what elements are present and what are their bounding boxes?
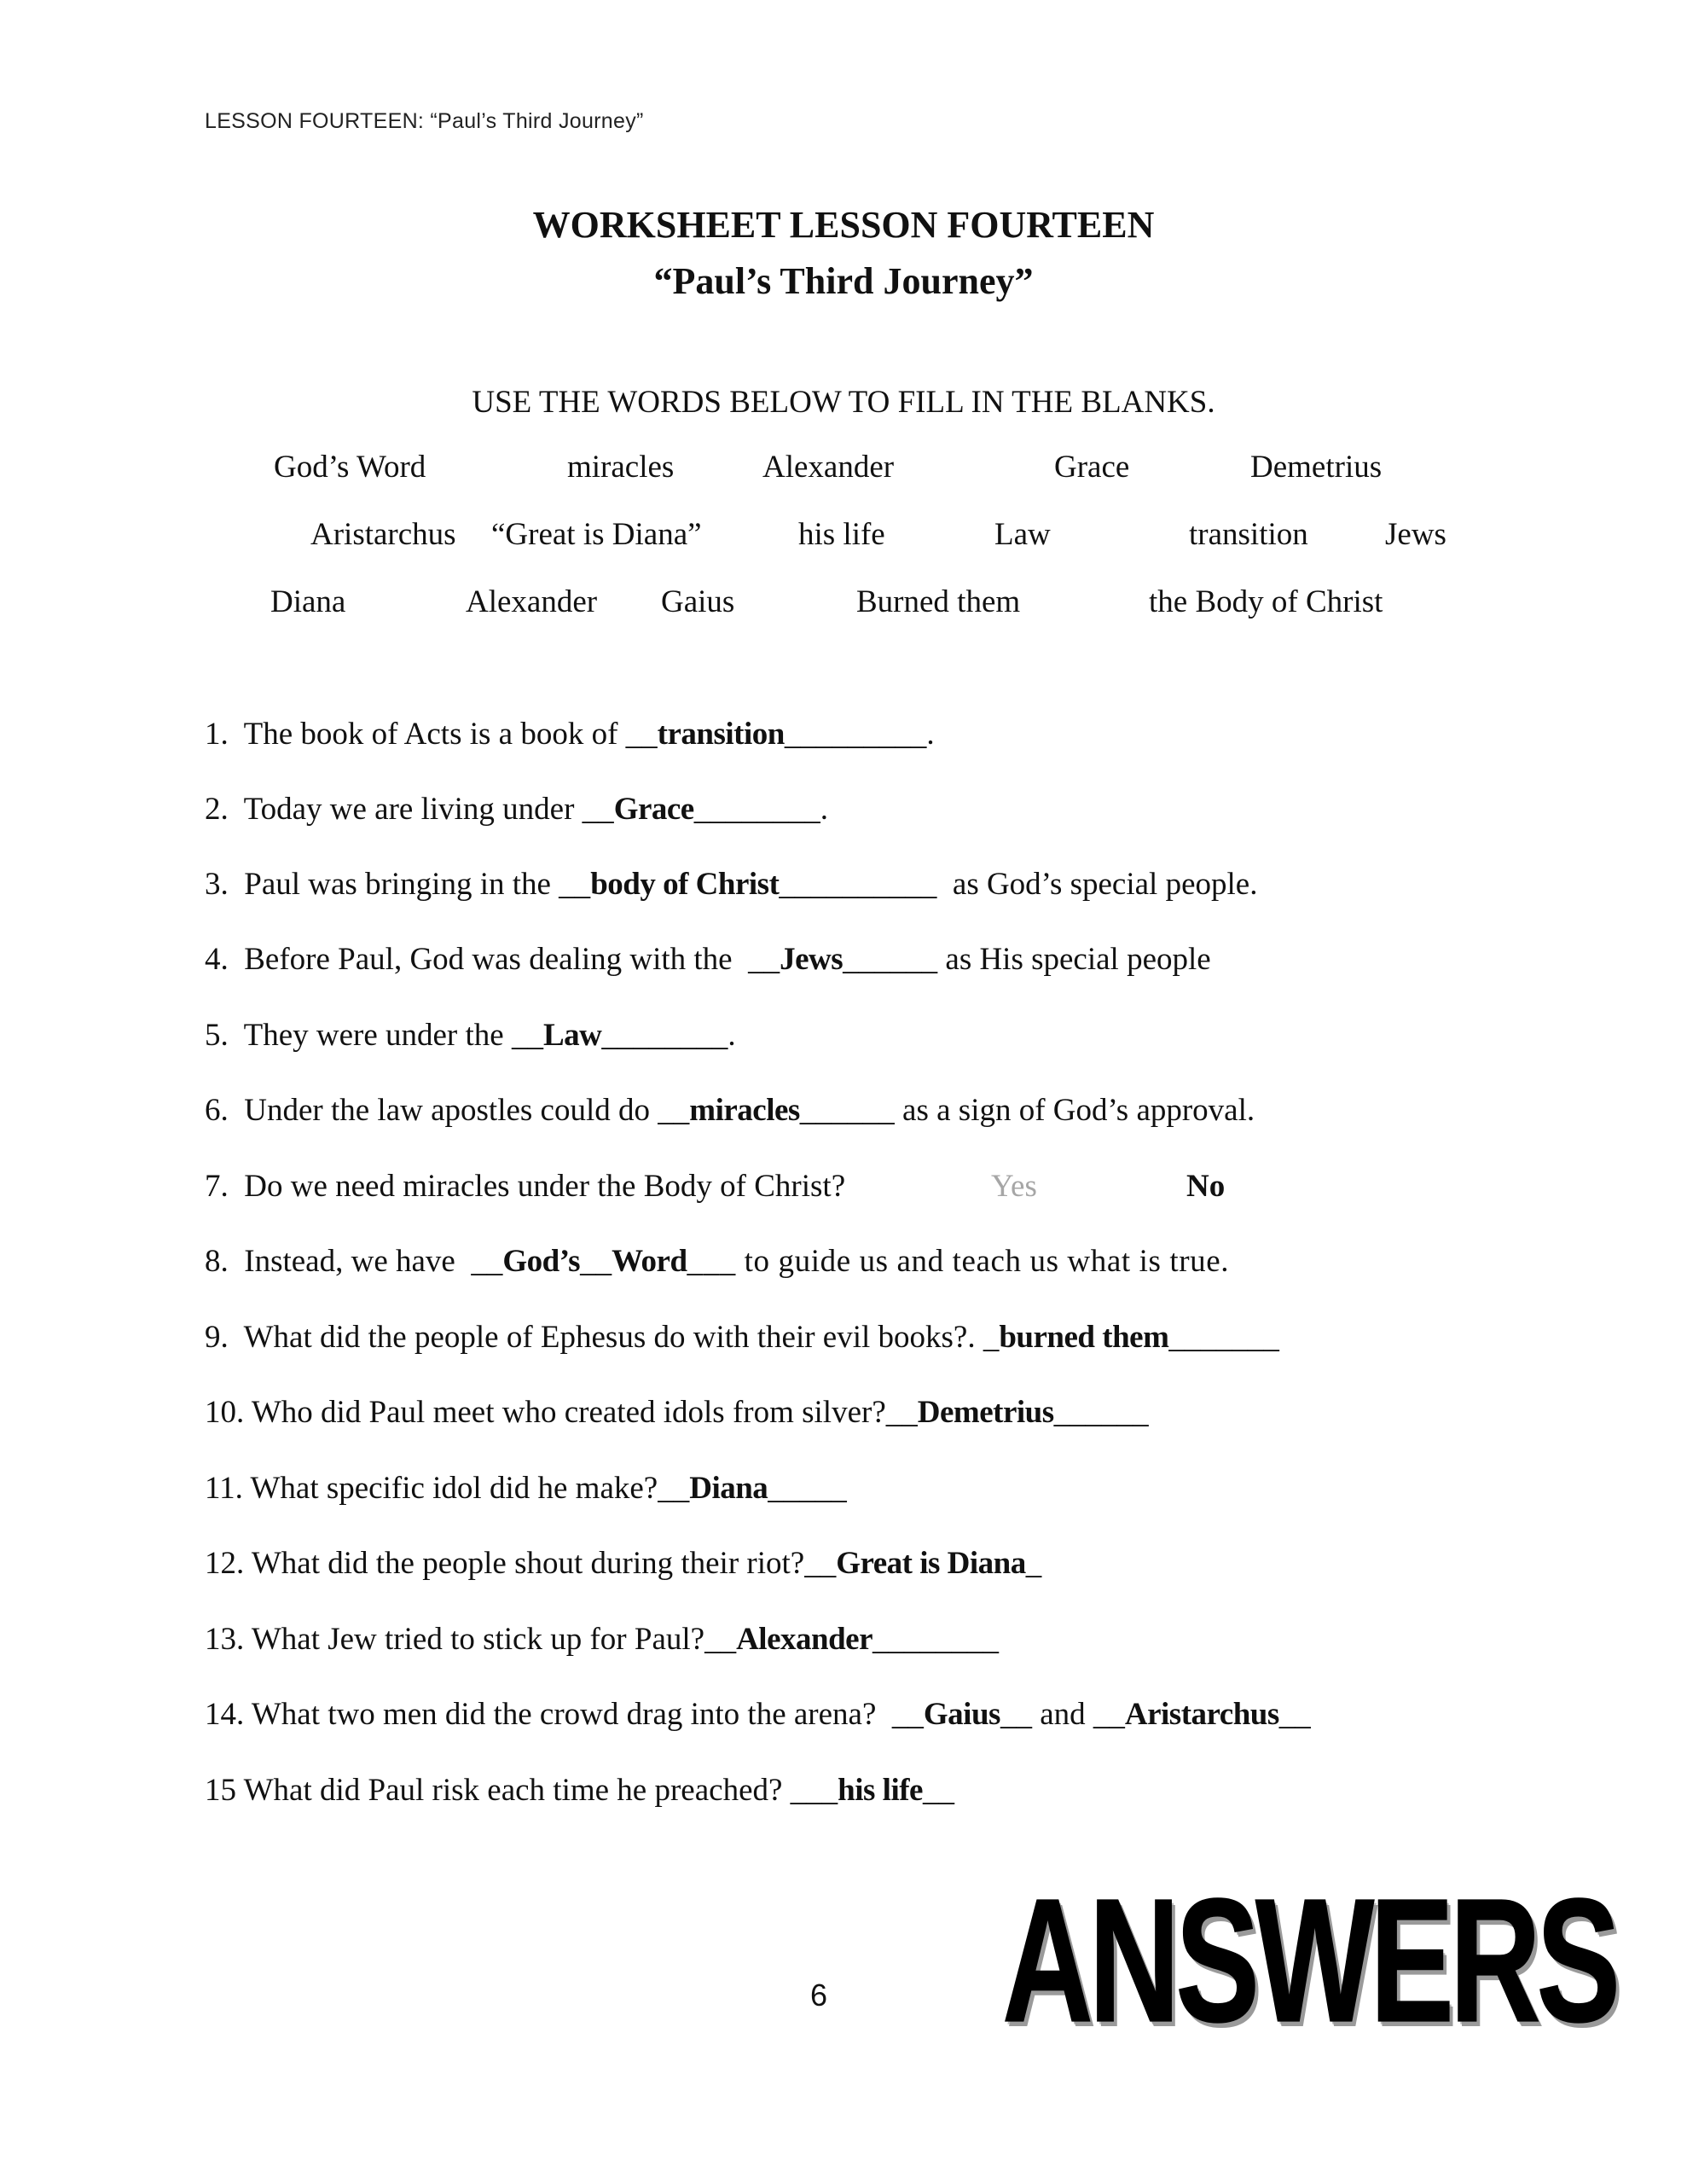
blank-tail: ________. xyxy=(693,792,828,827)
question-text: What two men did the crowd drag into the arena? __ xyxy=(251,1697,924,1732)
blank-tail: ___ to guide us and teach us what is true. xyxy=(687,1244,1230,1279)
question-text: Today we are living under __ xyxy=(243,792,614,827)
bank-word: transition xyxy=(1189,517,1308,552)
blank-tail: __________ as God’s special people. xyxy=(779,867,1258,902)
question-text: Do we need miracles under the Body of Christ? xyxy=(244,1169,846,1204)
question-text: Who did Paul meet who created idols from silver?__ xyxy=(251,1395,918,1430)
bank-word: Alexander xyxy=(466,584,598,619)
question-12 xyxy=(205,1545,1041,1582)
question-text: Under the law apostles could do __ xyxy=(244,1093,690,1128)
bank-word: Grace xyxy=(1054,450,1130,485)
answer: Diana xyxy=(689,1471,768,1506)
answer: body of Christ xyxy=(590,867,780,902)
question-number: 14. xyxy=(205,1697,245,1732)
bank-word: Gaius xyxy=(661,584,735,619)
answer: Word xyxy=(612,1244,687,1279)
question-number: 1. xyxy=(205,717,229,752)
question-number: 15 xyxy=(205,1773,236,1808)
answer: Great is Diana xyxy=(836,1546,1026,1581)
blank-tail: ______ as a sign of God’s approval. xyxy=(799,1093,1255,1128)
question-text: What did the people of Ephesus do with their evil books?. _ xyxy=(243,1320,1000,1355)
bank-word: Demetrius xyxy=(1250,450,1383,485)
question-text: Instead, we have __ xyxy=(244,1244,503,1279)
question-11 xyxy=(205,1470,847,1507)
question-number: 3. xyxy=(205,867,229,902)
question-15 xyxy=(205,1772,954,1809)
question-7 xyxy=(205,1168,845,1205)
question-text: What did Paul risk each time he preached? ___ xyxy=(243,1773,838,1808)
question-text: What specific idol did he make?__ xyxy=(250,1471,690,1506)
question-text: The book of Acts is a book of __ xyxy=(243,717,658,752)
answer: his life xyxy=(838,1773,923,1808)
question-6 xyxy=(205,1092,1255,1129)
question-1 xyxy=(205,716,935,752)
answers-stamp: ANSWERS xyxy=(1002,1862,1616,2059)
blank-mid: __ xyxy=(580,1244,612,1279)
question-number: 7. xyxy=(205,1169,229,1204)
answer: burned them xyxy=(999,1320,1169,1355)
question-number: 9. xyxy=(205,1320,229,1355)
bank-word: the Body of Christ xyxy=(1149,584,1383,619)
blank-tail: _ xyxy=(1025,1546,1042,1581)
answer: Demetrius xyxy=(917,1395,1054,1430)
blank-tail: ______ xyxy=(1053,1395,1149,1430)
question-number: 6. xyxy=(205,1093,229,1128)
option-no: No xyxy=(1186,1169,1226,1204)
bank-word: Jews xyxy=(1385,517,1446,552)
question-text: What Jew tried to stick up for Paul?__ xyxy=(251,1622,737,1657)
bank-word: Burned them xyxy=(856,584,1021,619)
worksheet-title: WORKSHEET LESSON FOURTEEN xyxy=(532,204,1155,246)
answer: Aristarchus xyxy=(1124,1697,1279,1732)
question-text: Paul was bringing in the __ xyxy=(244,867,591,902)
question-text: Before Paul, God was dealing with the __ xyxy=(244,942,780,977)
answer: miracles xyxy=(689,1093,800,1128)
question-9 xyxy=(205,1319,1279,1356)
question-10 xyxy=(205,1394,1149,1431)
question-5 xyxy=(205,1017,736,1054)
bank-word: Diana xyxy=(270,584,346,619)
question-number: 10. xyxy=(205,1395,245,1430)
question-text: What did the people shout during their riot?__ xyxy=(251,1546,837,1581)
blank-tail: _____ xyxy=(768,1471,847,1506)
answer: Jews xyxy=(780,942,844,977)
running-header: LESSON FOURTEEN: “Paul’s Third Journey” xyxy=(205,109,644,133)
answer: Alexander xyxy=(736,1622,873,1657)
question-number: 2. xyxy=(205,792,229,827)
bank-word: Law xyxy=(994,517,1051,552)
blank-tail: ________ xyxy=(872,1622,1000,1657)
answer: Grace xyxy=(613,792,694,827)
blank-tail: __ xyxy=(922,1773,954,1808)
bank-word: Alexander xyxy=(762,450,895,485)
question-number: 8. xyxy=(205,1244,229,1279)
blank-tail: ________. xyxy=(601,1018,736,1053)
question-14 xyxy=(205,1696,1311,1733)
answer: transition xyxy=(657,717,785,752)
page-number: 6 xyxy=(810,1978,828,2013)
blank-mid: __ and __ xyxy=(1000,1697,1125,1732)
question-number: 11. xyxy=(205,1471,243,1506)
instructions: USE THE WORDS BELOW TO FILL IN THE BLANKS. xyxy=(472,385,1215,420)
bank-word: “Great is Diana” xyxy=(491,517,702,552)
question-text: They were under the __ xyxy=(243,1018,543,1053)
option-yes: Yes xyxy=(991,1169,1037,1204)
question-4 xyxy=(205,941,1211,978)
blank-tail: _________. xyxy=(784,717,935,752)
question-3 xyxy=(205,866,1257,903)
worksheet-subtitle: “Paul’s Third Journey” xyxy=(653,260,1034,302)
answer: Gaius xyxy=(923,1697,1000,1732)
answer: Law xyxy=(542,1018,602,1053)
blank-tail: ______ as His special people xyxy=(843,942,1211,977)
question-2 xyxy=(205,791,828,828)
bank-word: God’s Word xyxy=(274,450,426,485)
bank-word: Aristarchus xyxy=(310,517,456,552)
question-number: 5. xyxy=(205,1018,229,1053)
question-8 xyxy=(205,1243,1229,1280)
blank-tail: __ xyxy=(1278,1697,1311,1732)
question-number: 12. xyxy=(205,1546,245,1581)
question-13 xyxy=(205,1621,999,1658)
bank-word: miracles xyxy=(567,450,675,485)
blank-tail: _______ xyxy=(1168,1320,1279,1355)
question-number: 4. xyxy=(205,942,229,977)
answer: God’s xyxy=(502,1244,581,1279)
bank-word: his life xyxy=(798,517,885,552)
question-number: 13. xyxy=(205,1622,245,1657)
